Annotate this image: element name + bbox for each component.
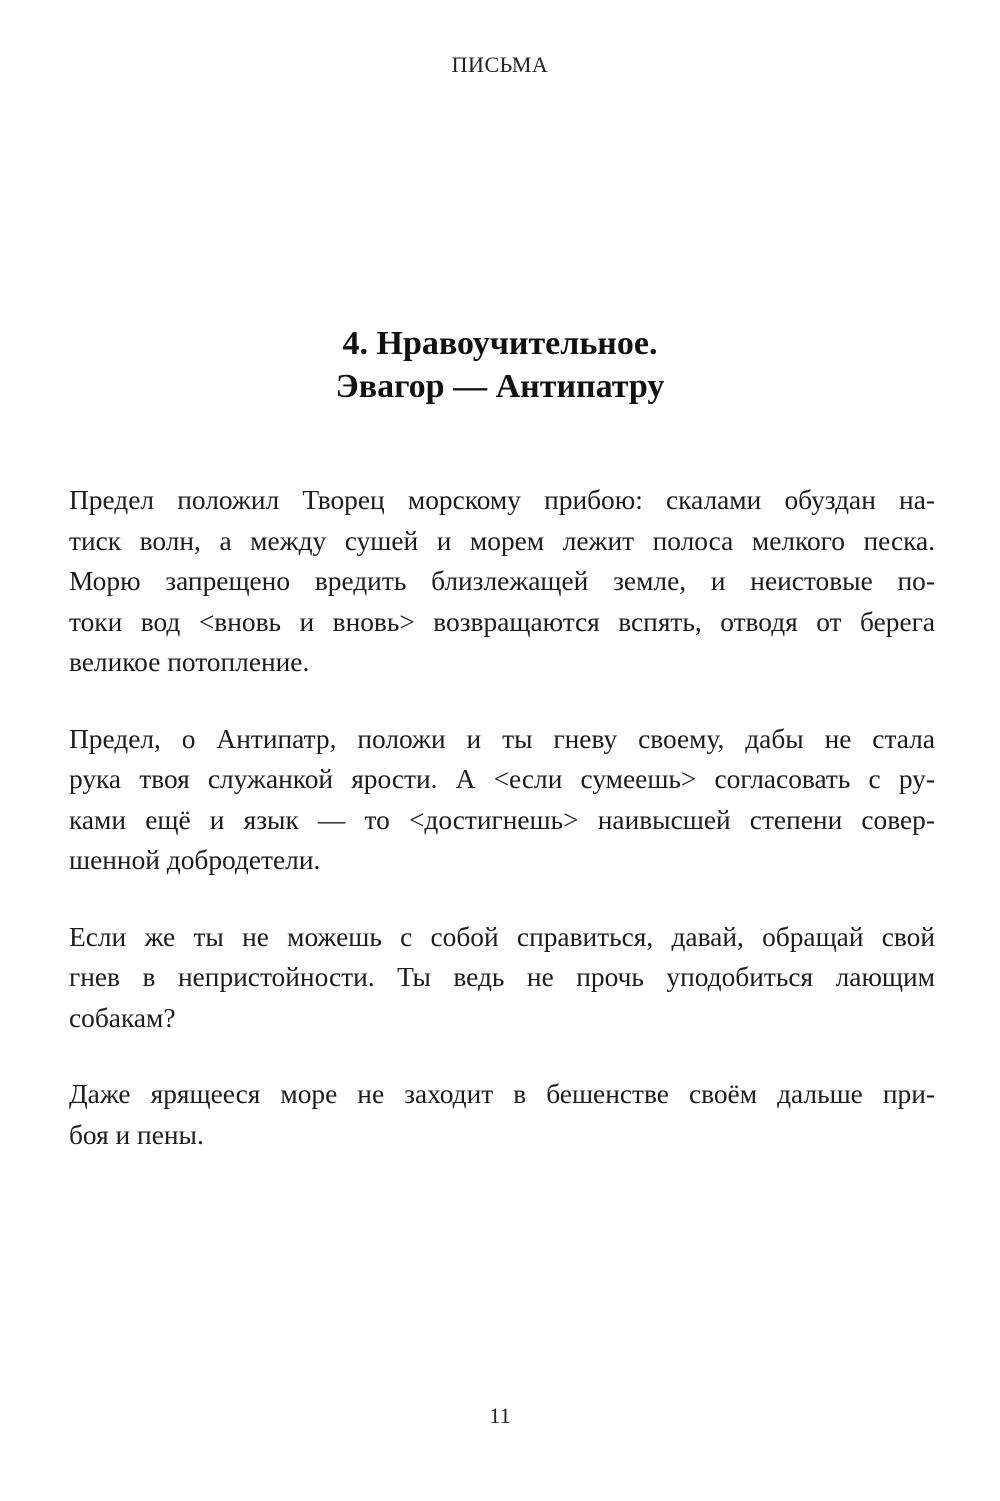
text-line: токи вод <вновь и вновь> возвращаются вспять, отводя от берега	[69, 606, 935, 637]
paragraph-2	[69, 719, 935, 881]
text-line: Даже ярящееся море не заходит в бешенстве своём дальше при-	[69, 1079, 935, 1109]
chapter-title-line-1: 4. Нравоучительное.	[342, 325, 658, 362]
text-line: собакам?	[69, 1002, 176, 1033]
text-line: рука твоя служанкой ярости. А <если сумеешь> согласовать с ру-	[69, 764, 935, 794]
paragraph-3	[69, 917, 935, 1039]
text-line: Морю запрещено вредить близлежащей земле, и неистовые по-	[69, 566, 935, 596]
text-line: великое потопление.	[69, 647, 310, 677]
text-line: шенной добродетели.	[69, 845, 321, 875]
text-line: ками ещё и язык — то <достигнешь> наивысшей степени совер-	[69, 804, 935, 835]
text-line: гнев в непристойности. Ты ведь не прочь уподобиться лающим	[69, 962, 935, 992]
paragraph-4	[69, 1074, 935, 1155]
paragraph-1	[69, 480, 935, 683]
text-line: Предел, о Антипатр, положи и ты гневу своему, дабы не стала	[69, 723, 935, 754]
text-line: Если же ты не можешь с собой справиться, давай, обращай свой	[69, 921, 935, 952]
chapter-title	[0, 322, 1000, 408]
text-line: тиск волн, а между сушей и морем лежит полоса мелкого песка.	[69, 525, 935, 556]
running-head: ПИСЬМА	[451, 52, 549, 77]
body-text	[69, 480, 935, 1191]
text-line: боя и пены.	[69, 1119, 204, 1150]
text-line: Предел положил Творец морскому прибою: скалами обуздан на-	[69, 485, 935, 515]
chapter-title-line-2: Эвагор — Антипатру	[335, 368, 665, 405]
page-number: 11	[489, 1403, 511, 1428]
